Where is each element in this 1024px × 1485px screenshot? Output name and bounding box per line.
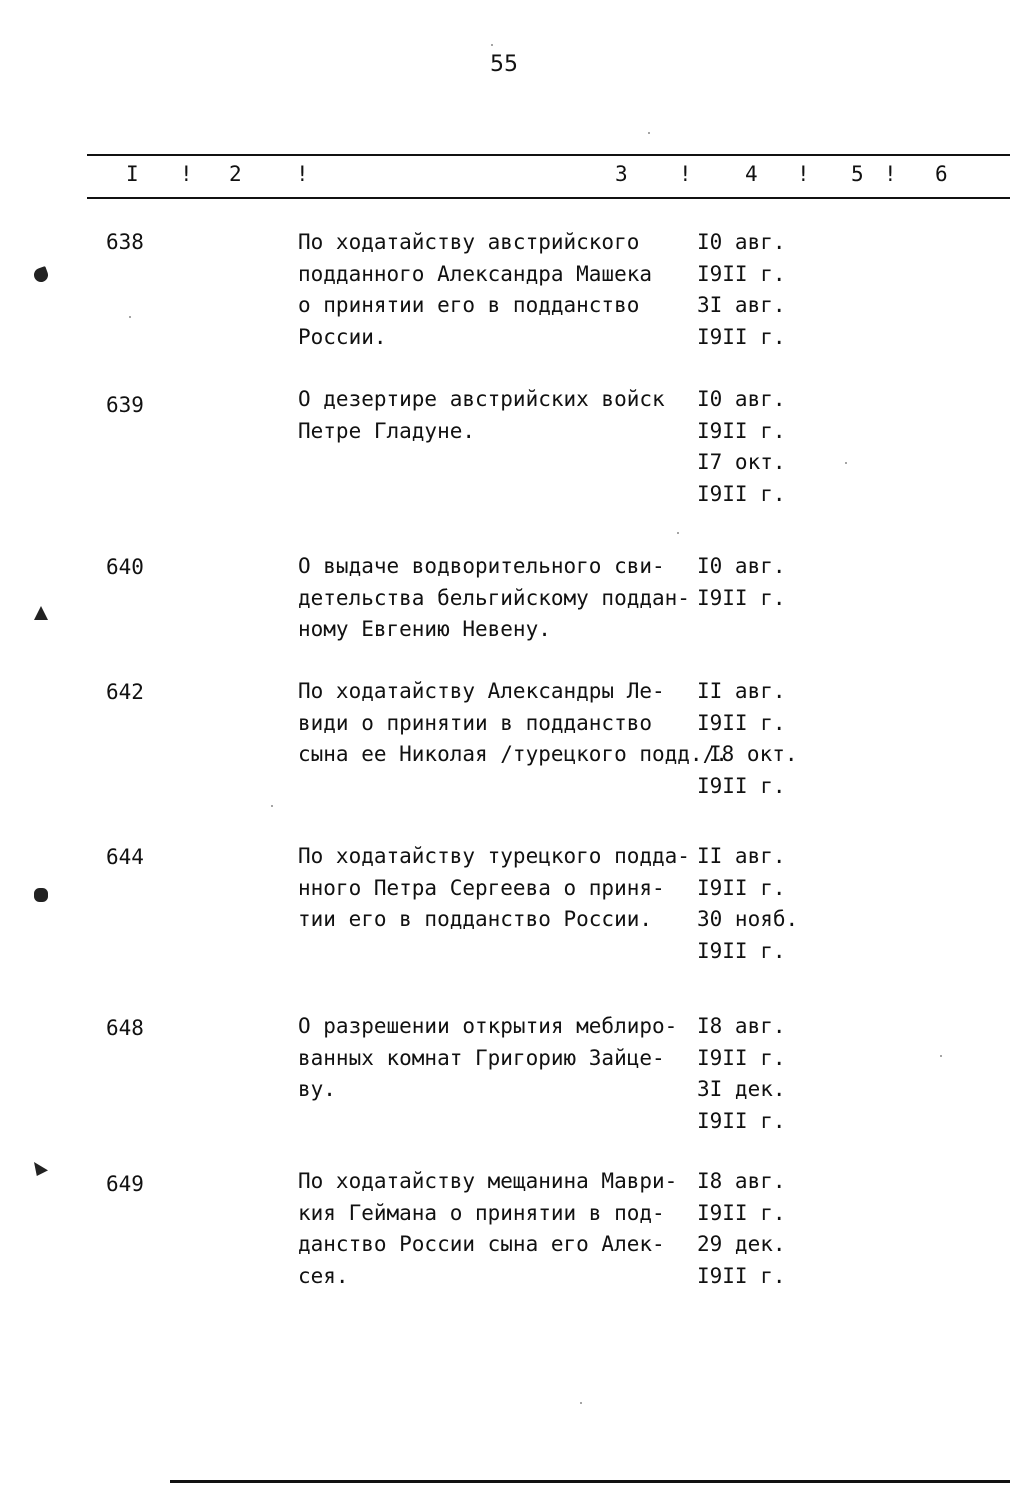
date-line: 30 нояб. <box>697 907 799 931</box>
date-line: I9II г. <box>697 710 786 735</box>
column-header-4: 4 <box>745 162 758 186</box>
column-header-2: 2 <box>229 162 242 186</box>
column-header-1: I <box>126 162 139 186</box>
date-line: I9II г. <box>697 1263 786 1288</box>
record-description <box>298 1011 698 1106</box>
date-line: I8 авг. <box>697 1169 786 1193</box>
date-line: 29 дек. <box>697 1232 786 1256</box>
margin-punch-mark <box>34 888 48 902</box>
date-line: I9II г. <box>697 773 786 798</box>
record-description <box>298 227 698 353</box>
description-line: нного Петра Сергеева о приня- <box>298 875 665 900</box>
date-line: II авг. <box>697 844 786 868</box>
date-line: 3I дек. <box>697 1077 786 1101</box>
scan-speck <box>271 805 273 807</box>
date-line: I9II г. <box>697 481 786 506</box>
description-line: сея. <box>298 1263 349 1288</box>
margin-punch-mark <box>34 1162 48 1176</box>
column-header-6: 6 <box>935 162 948 186</box>
date-line: I9II г. <box>697 875 786 900</box>
date-line: I9II г. <box>697 1200 786 1225</box>
description-line: сына ее Николая /турецкого подд./. <box>298 742 728 766</box>
record-description <box>298 841 698 936</box>
description-line: ному Евгению Невену. <box>298 617 551 641</box>
description-line: О выдаче водворительного сви- <box>298 554 665 578</box>
description-line: о принятии его в подданство <box>298 293 640 317</box>
date-line: I9II г. <box>697 261 786 286</box>
date-line: 3I авг. <box>697 293 786 317</box>
description-line: По ходатайству Александры Ле- <box>298 679 665 703</box>
date-line: I9II г. <box>697 324 786 349</box>
record-dates <box>697 384 837 510</box>
description-line: ванных комнат Григорию Зайце- <box>298 1045 665 1070</box>
date-line: I9II г. <box>697 1108 786 1133</box>
record-dates <box>697 551 837 614</box>
record-number: 642 <box>106 680 144 704</box>
record-number: 648 <box>106 1016 144 1040</box>
record-number: 640 <box>106 555 144 579</box>
record-description <box>298 1166 698 1292</box>
description-line: данство России сына его Алек- <box>298 1232 665 1256</box>
date-line: I0 авг. <box>697 230 786 254</box>
record-number: 649 <box>106 1172 144 1196</box>
date-line: I9II г. <box>697 418 786 443</box>
date-line: I9II г. <box>697 585 786 610</box>
scan-speck <box>491 44 493 46</box>
column-separator: ! <box>884 162 897 186</box>
record-dates <box>697 1166 837 1292</box>
description-line: тии его в подданство России. <box>298 907 653 931</box>
record-dates <box>697 841 837 967</box>
description-line: подданного Александра Машека <box>298 261 653 286</box>
date-line: I0 авг. <box>697 387 786 411</box>
margin-punch-mark <box>34 606 48 620</box>
page-bottom-edge <box>170 1480 1010 1483</box>
description-line: России. <box>298 324 387 349</box>
description-line: ву. <box>298 1077 336 1101</box>
record-dates <box>697 1011 837 1137</box>
scan-speck <box>580 1402 582 1404</box>
scan-speck <box>648 132 650 134</box>
header-bottom-rule <box>87 197 1010 199</box>
date-line: I7 окт. <box>697 450 786 474</box>
scan-speck <box>677 532 679 534</box>
column-separator: ! <box>180 162 193 186</box>
date-line: I8 окт. <box>709 742 798 766</box>
margin-punch-mark <box>32 266 50 284</box>
record-dates <box>697 676 837 802</box>
record-number: 638 <box>106 230 144 254</box>
header-top-rule <box>87 154 1010 156</box>
record-number: 644 <box>106 845 144 869</box>
column-separator: ! <box>797 162 810 186</box>
date-line: II авг. <box>697 679 786 703</box>
record-dates <box>697 227 837 353</box>
description-line: По ходатайству мещанина Маври- <box>298 1169 678 1193</box>
description-line: види о принятии в подданство <box>298 710 653 735</box>
description-line: О дезертире австрийских войск <box>298 387 665 411</box>
record-number: 639 <box>106 393 144 417</box>
column-separator: ! <box>679 162 692 186</box>
scan-speck <box>940 1055 942 1057</box>
description-line: Петре Гладуне. <box>298 418 476 443</box>
page-number: 55 <box>490 52 518 77</box>
column-header-3: 3 <box>615 162 628 186</box>
description-line: детельства бельгийскому поддан- <box>298 585 690 610</box>
scan-speck <box>845 462 847 464</box>
description-line: По ходатайству австрийского <box>298 230 640 254</box>
date-line: I9II г. <box>697 1045 786 1070</box>
scan-speck <box>129 316 131 318</box>
date-line: I8 авг. <box>697 1014 786 1038</box>
description-line: По ходатайству турецкого подда- <box>298 844 690 868</box>
description-line: кия Геймана о принятии в под- <box>298 1200 665 1225</box>
date-line: I0 авг. <box>697 554 786 578</box>
record-description <box>298 676 728 771</box>
description-line: О разрешении открытия меблиро- <box>298 1014 678 1038</box>
record-description <box>298 551 698 646</box>
record-description <box>298 384 698 447</box>
column-separator: ! <box>296 162 309 186</box>
column-header-5: 5 <box>851 162 864 186</box>
date-line: I9II г. <box>697 938 786 963</box>
